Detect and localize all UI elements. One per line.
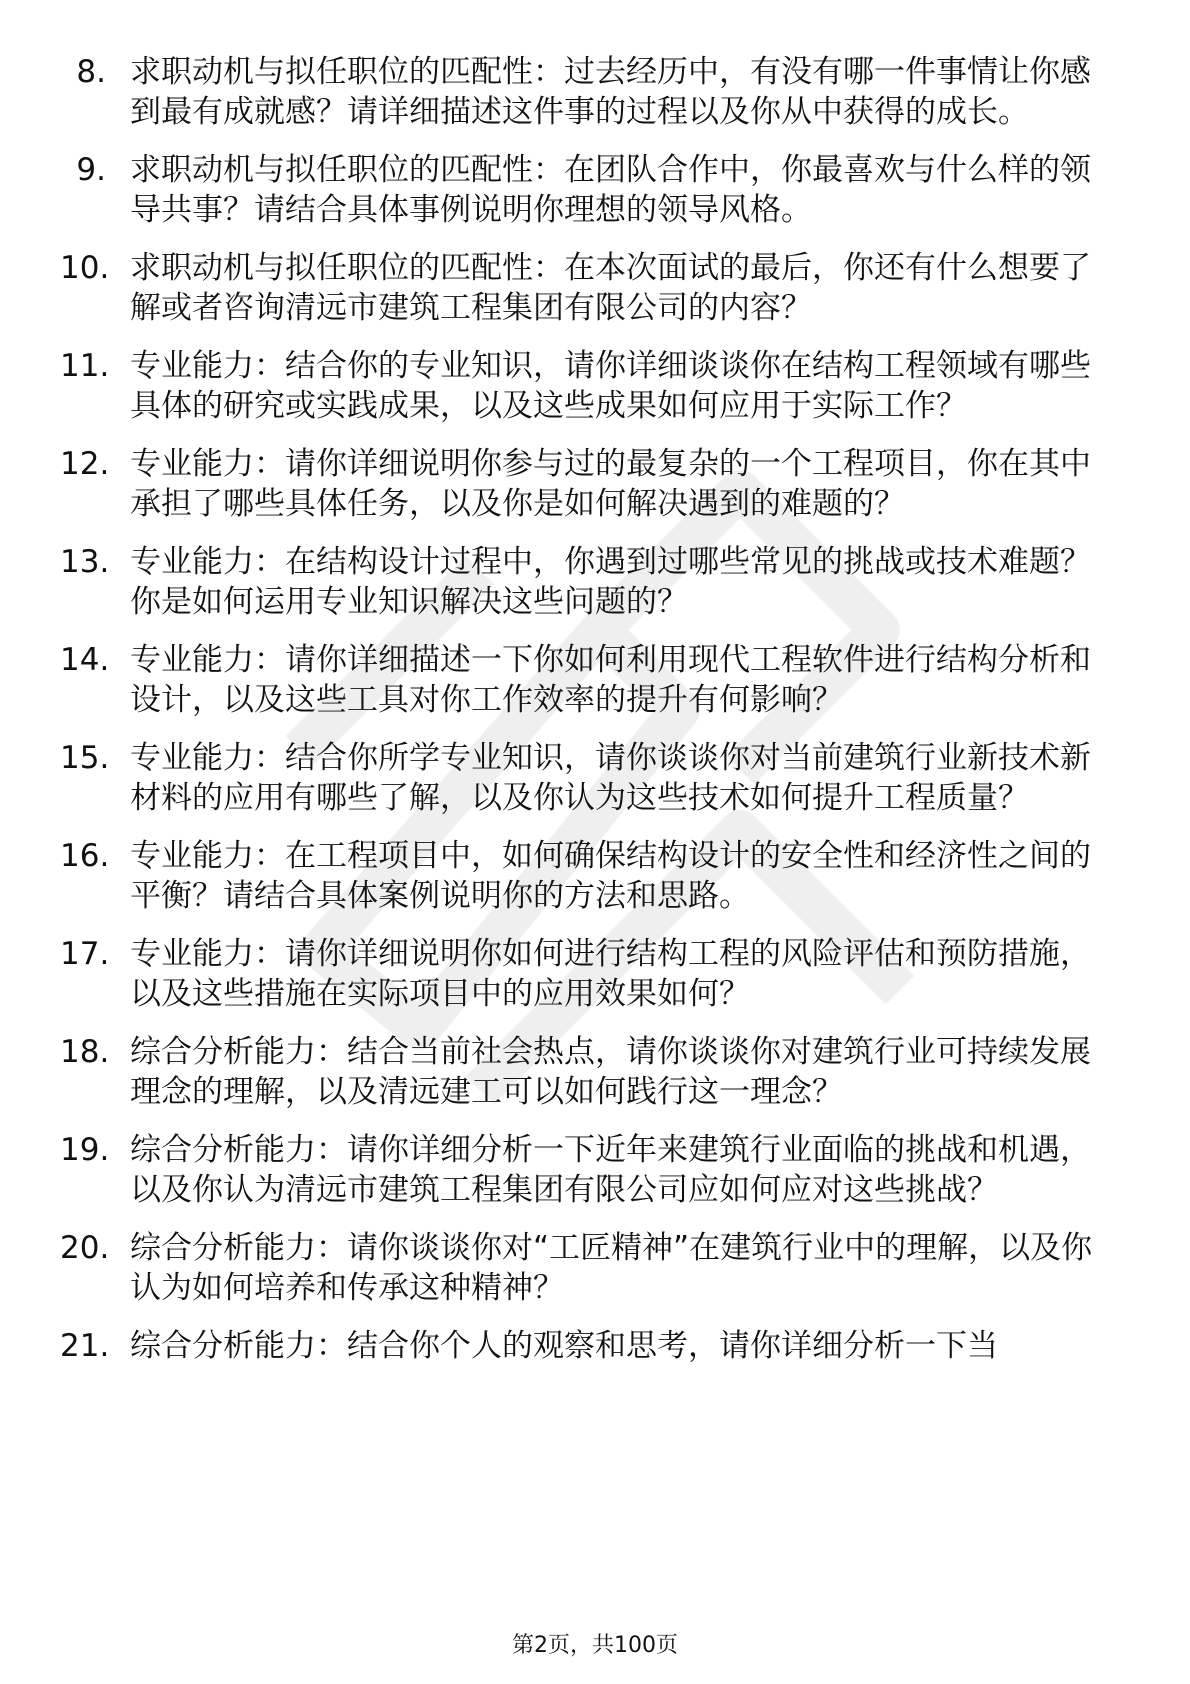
list-item	[60, 640, 1120, 720]
list-item	[60, 542, 1120, 622]
question-text: 专业能力：请你详细说明你如何进行结构工程的风险评估和预防措施，以及这些措施在实际项目中的应用效果如何？	[130, 936, 1091, 1012]
list-item	[60, 738, 1120, 818]
list-item	[60, 248, 1120, 328]
question-number: 14.	[60, 642, 110, 678]
list-item	[60, 1130, 1120, 1210]
list-item	[60, 150, 1120, 230]
question-number: 16.	[60, 838, 110, 874]
question-text: 专业能力：请你详细描述一下你如何利用现代工程软件进行结构分析和设计，以及这些工具对你工作效率的提升有何影响？	[130, 642, 1091, 718]
question-number: 10.	[60, 250, 110, 286]
question-text: 综合分析能力：请你详细分析一下近年来建筑行业面临的挑战和机遇，以及你认为清远市建筑工程集团有限公司应如何应对这些挑战？	[130, 1132, 1091, 1208]
question-text: 专业能力：在结构设计过程中，你遇到过哪些常见的挑战或技术难题？你是如何运用专业知识解决这些问题的？	[130, 544, 1091, 620]
question-number: 18.	[60, 1034, 110, 1070]
list-item	[60, 52, 1120, 132]
question-number: 11.	[60, 348, 110, 384]
list-item	[60, 346, 1120, 426]
question-number: 9.	[76, 152, 106, 188]
question-text: 综合分析能力：结合当前社会热点，请你谈谈你对建筑行业可持续发展理念的理解，以及清远建工可以如何践行这一理念？	[130, 1034, 1091, 1110]
question-number: 21.	[60, 1328, 110, 1364]
question-number: 19.	[60, 1132, 110, 1168]
list-item	[60, 836, 1120, 916]
list-item	[60, 934, 1120, 1014]
list-item	[60, 1032, 1120, 1112]
question-number: 17.	[60, 936, 110, 972]
question-number: 13.	[60, 544, 110, 580]
page-footer: 第2页，共100页	[512, 1633, 678, 1658]
list-item	[60, 1326, 1120, 1366]
question-text: 综合分析能力：请你谈谈你对“工匠精神”在建筑行业中的理解，以及你认为如何培养和传承这种精神？	[130, 1230, 1093, 1306]
list-item	[60, 1228, 1120, 1308]
question-text: 专业能力：结合你所学专业知识，请你谈谈你对当前建筑行业新技术新材料的应用有哪些了解，以及你认为这些技术如何提升工程质量？	[130, 740, 1091, 816]
question-text: 求职动机与拟任职位的匹配性：在团队合作中，你最喜欢与什么样的领导共事？请结合具体事例说明你理想的领导风格。	[130, 152, 1091, 228]
question-text: 专业能力：结合你的专业知识，请你详细谈谈你在结构工程领域有哪些具体的研究或实践成果，以及这些成果如何应用于实际工作？	[130, 348, 1091, 424]
list-item	[60, 444, 1120, 524]
question-text: 求职动机与拟任职位的匹配性：过去经历中，有没有哪一件事情让你感到最有成就感？请详细描述这件事的过程以及你从中获得的成长。	[130, 54, 1091, 130]
question-text: 求职动机与拟任职位的匹配性：在本次面试的最后，你还有什么想要了解或者咨询清远市建筑工程集团有限公司的内容？	[130, 250, 1091, 326]
question-number: 15.	[60, 740, 110, 776]
question-number: 12.	[60, 446, 110, 482]
question-number: 20.	[60, 1230, 110, 1266]
question-number: 8.	[76, 54, 106, 90]
question-text: 综合分析能力：结合你个人的观察和思考，请你详细分析一下当	[130, 1328, 998, 1364]
question-text: 专业能力：在工程项目中，如何确保结构设计的安全性和经济性之间的平衡？请结合具体案例说明你的方法和思路。	[130, 838, 1091, 914]
question-list	[60, 52, 1120, 1384]
question-text: 专业能力：请你详细说明你参与过的最复杂的一个工程项目，你在其中承担了哪些具体任务，以及你是如何解决遇到的难题的？	[130, 446, 1091, 522]
